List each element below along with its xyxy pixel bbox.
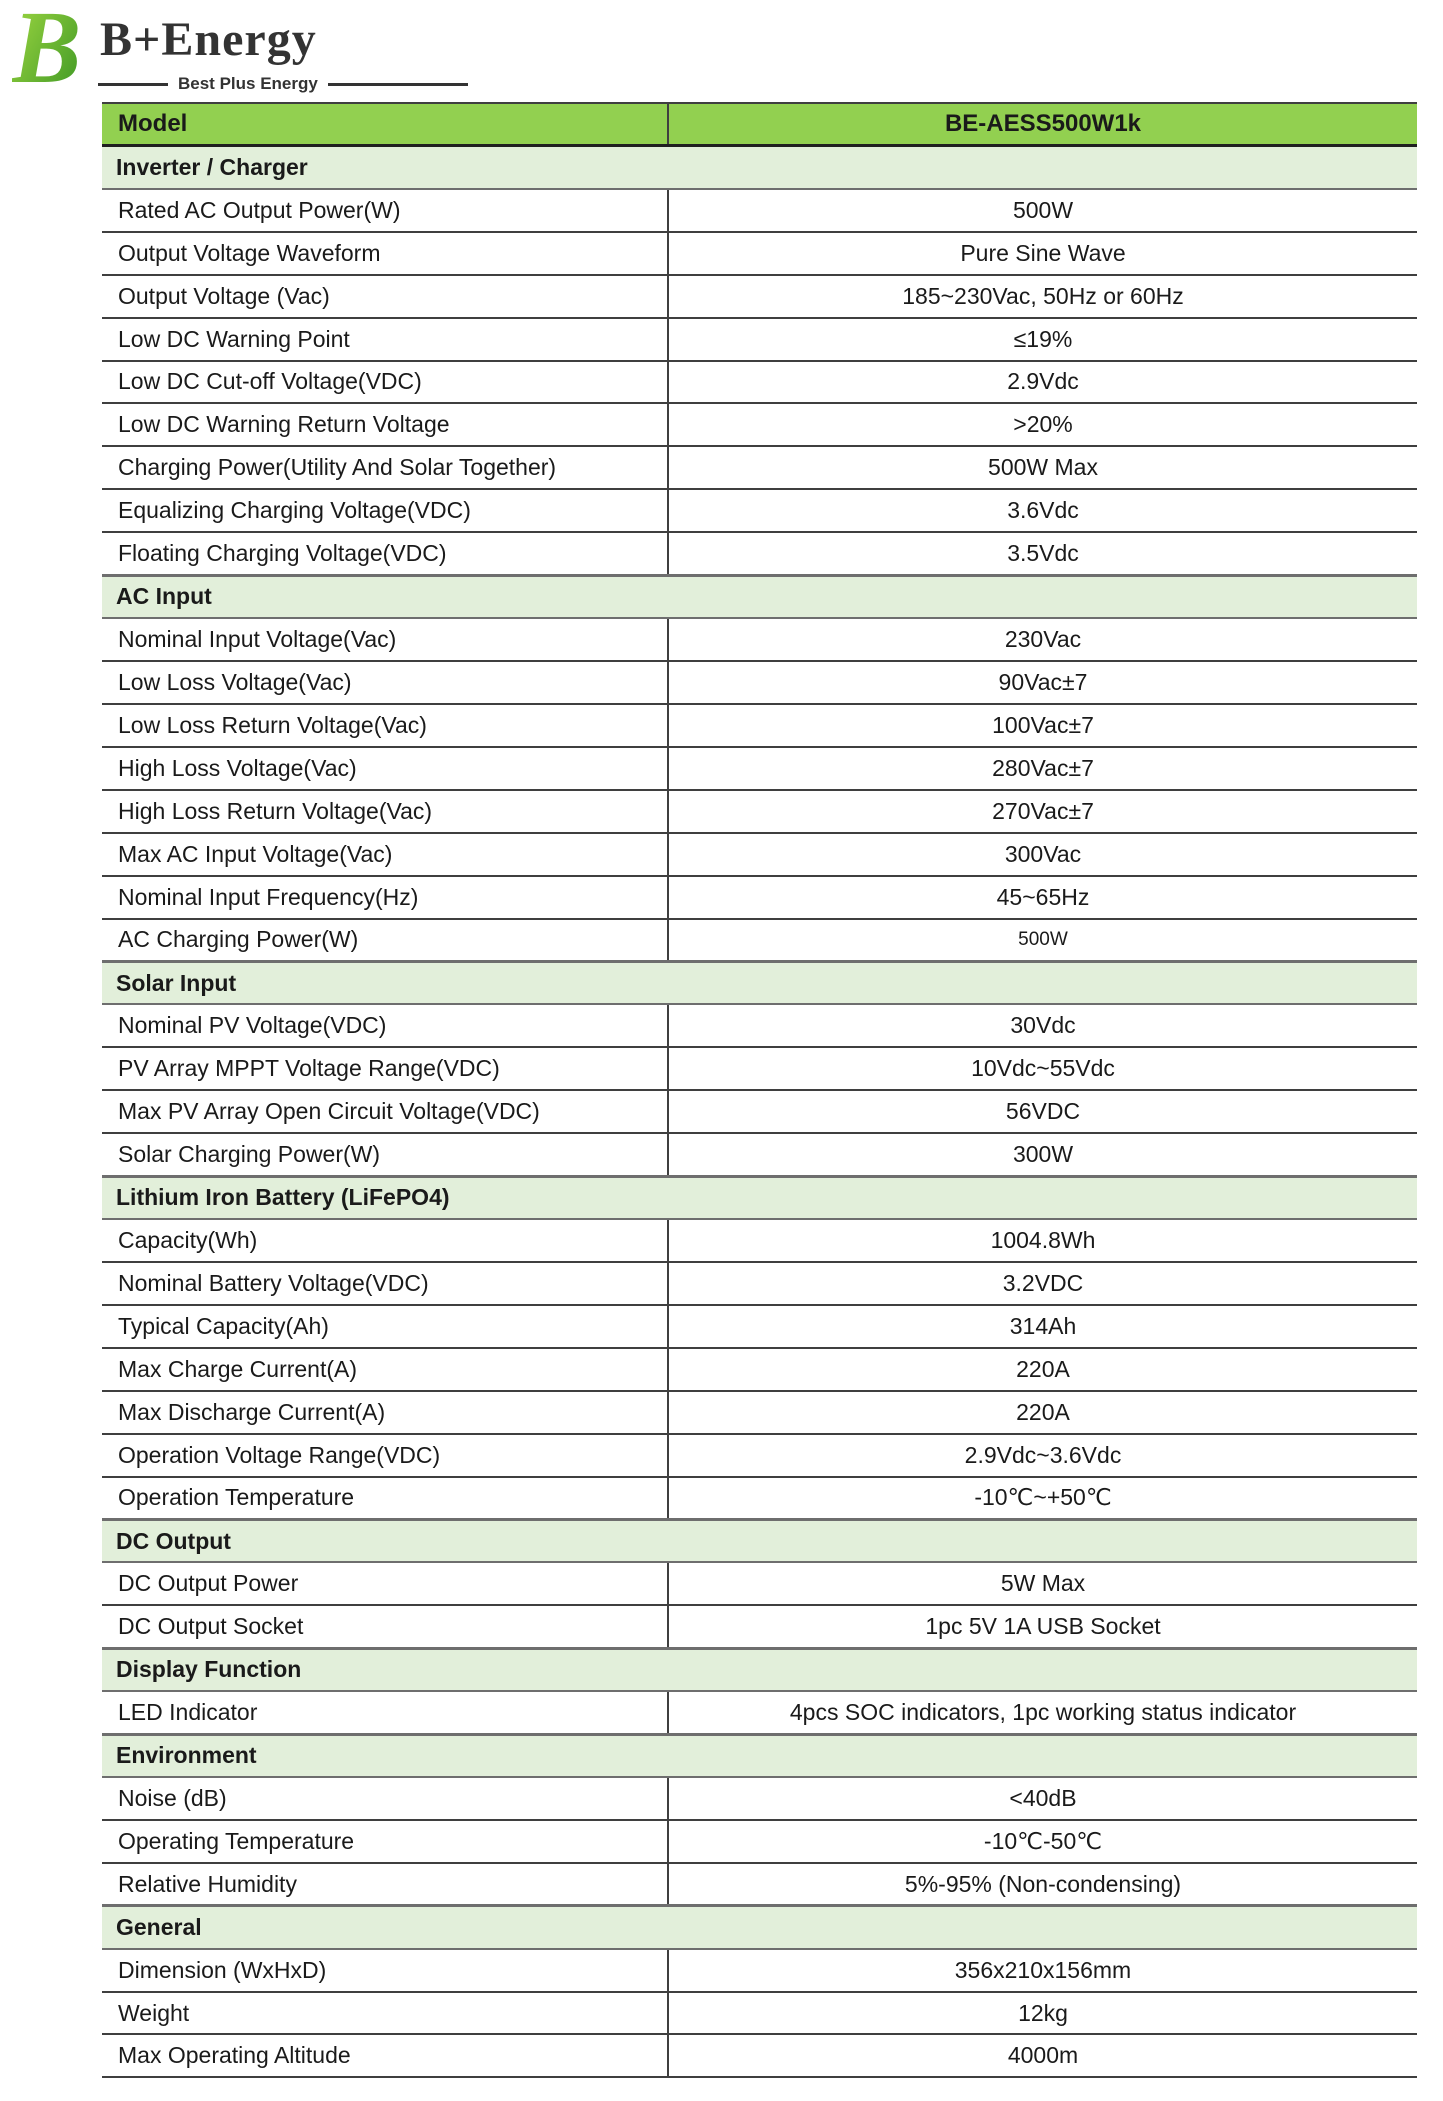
section-title: General bbox=[102, 1906, 1417, 1949]
spec-row bbox=[102, 232, 1417, 275]
spec-row bbox=[102, 1777, 1417, 1820]
spec-table-body bbox=[102, 146, 1417, 2077]
spec-label: High Loss Return Voltage(Vac) bbox=[102, 790, 668, 833]
spec-label: Max Discharge Current(A) bbox=[102, 1391, 668, 1434]
spec-row bbox=[102, 1434, 1417, 1477]
spec-value: 270Vac±7 bbox=[668, 790, 1417, 833]
spec-value: 56VDC bbox=[668, 1090, 1417, 1133]
spec-value: 90Vac±7 bbox=[668, 661, 1417, 704]
spec-label: Low DC Warning Return Voltage bbox=[102, 403, 668, 446]
spec-value: 230Vac bbox=[668, 618, 1417, 661]
spec-value: <40dB bbox=[668, 1777, 1417, 1820]
spec-value: 300W bbox=[668, 1133, 1417, 1176]
spec-value: 5W Max bbox=[668, 1562, 1417, 1605]
spec-label: Operation Temperature bbox=[102, 1477, 668, 1520]
spec-row bbox=[102, 661, 1417, 704]
brand-logo bbox=[12, 0, 452, 105]
spec-value: 300Vac bbox=[668, 833, 1417, 876]
spec-row bbox=[102, 1949, 1417, 1992]
spec-label: Output Voltage (Vac) bbox=[102, 275, 668, 318]
spec-label: Low Loss Return Voltage(Vac) bbox=[102, 704, 668, 747]
tagline-text: Best Plus Energy bbox=[178, 74, 318, 93]
spec-row bbox=[102, 1391, 1417, 1434]
spec-value: 100Vac±7 bbox=[668, 704, 1417, 747]
section-row bbox=[102, 1734, 1417, 1777]
spec-row bbox=[102, 876, 1417, 919]
spec-label: Weight bbox=[102, 1992, 668, 2035]
spec-row bbox=[102, 790, 1417, 833]
spec-value: 356x210x156mm bbox=[668, 1949, 1417, 1992]
spec-row bbox=[102, 1219, 1417, 1262]
spec-label: Max AC Input Voltage(Vac) bbox=[102, 833, 668, 876]
spec-row bbox=[102, 361, 1417, 404]
spec-label: Operating Temperature bbox=[102, 1820, 668, 1863]
spec-label: Noise (dB) bbox=[102, 1777, 668, 1820]
spec-row bbox=[102, 1047, 1417, 1090]
spec-row bbox=[102, 403, 1417, 446]
spec-row bbox=[102, 1090, 1417, 1133]
model-header-label: Model bbox=[102, 103, 668, 146]
spec-row bbox=[102, 1004, 1417, 1047]
spec-label: Low DC Cut-off Voltage(VDC) bbox=[102, 361, 668, 404]
spec-value: 2.9Vdc bbox=[668, 361, 1417, 404]
brand-tagline bbox=[98, 74, 468, 94]
spec-value: -10℃-50℃ bbox=[668, 1820, 1417, 1863]
spec-value: ≤19% bbox=[668, 318, 1417, 361]
spec-value: 12kg bbox=[668, 1992, 1417, 2035]
spec-row bbox=[102, 1992, 1417, 2035]
spec-value: 3.6Vdc bbox=[668, 489, 1417, 532]
spec-row bbox=[102, 704, 1417, 747]
spec-value: 30Vdc bbox=[668, 1004, 1417, 1047]
section-title: Environment bbox=[102, 1734, 1417, 1777]
spec-label: LED Indicator bbox=[102, 1691, 668, 1734]
spec-row bbox=[102, 1477, 1417, 1520]
spec-value: 3.5Vdc bbox=[668, 532, 1417, 575]
spec-row bbox=[102, 1133, 1417, 1176]
spec-value: 500W bbox=[668, 189, 1417, 232]
spec-label: Nominal Input Voltage(Vac) bbox=[102, 618, 668, 661]
tagline-rule-left bbox=[98, 83, 168, 86]
section-row bbox=[102, 1906, 1417, 1949]
section-row bbox=[102, 1176, 1417, 1219]
spec-value: 10Vdc~55Vdc bbox=[668, 1047, 1417, 1090]
section-title: AC Input bbox=[102, 575, 1417, 618]
spec-value: 3.2VDC bbox=[668, 1262, 1417, 1305]
spec-row bbox=[102, 1348, 1417, 1391]
spec-row bbox=[102, 532, 1417, 575]
spec-label: AC Charging Power(W) bbox=[102, 919, 668, 962]
spec-label: Output Voltage Waveform bbox=[102, 232, 668, 275]
spec-row bbox=[102, 919, 1417, 962]
section-row bbox=[102, 146, 1417, 189]
tagline-rule-right bbox=[328, 83, 468, 86]
spec-row bbox=[102, 1863, 1417, 1906]
spec-label: Floating Charging Voltage(VDC) bbox=[102, 532, 668, 575]
spec-value: 4000m bbox=[668, 2034, 1417, 2077]
spec-label: Solar Charging Power(W) bbox=[102, 1133, 668, 1176]
spec-row bbox=[102, 1262, 1417, 1305]
spec-row bbox=[102, 2034, 1417, 2077]
spec-label: Capacity(Wh) bbox=[102, 1219, 668, 1262]
spec-label: Low DC Warning Point bbox=[102, 318, 668, 361]
spec-label: Low Loss Voltage(Vac) bbox=[102, 661, 668, 704]
spec-label: Relative Humidity bbox=[102, 1863, 668, 1906]
spec-label: Operation Voltage Range(VDC) bbox=[102, 1434, 668, 1477]
spec-row bbox=[102, 747, 1417, 790]
spec-label: Nominal Battery Voltage(VDC) bbox=[102, 1262, 668, 1305]
spec-value: >20% bbox=[668, 403, 1417, 446]
brand-name: B+Energy bbox=[100, 13, 317, 66]
spec-label: Charging Power(Utility And Solar Together) bbox=[102, 446, 668, 489]
spec-value: 500W bbox=[668, 919, 1417, 962]
spec-row bbox=[102, 833, 1417, 876]
spec-label: DC Output Power bbox=[102, 1562, 668, 1605]
spec-label: Max Operating Altitude bbox=[102, 2034, 668, 2077]
section-title: Lithium Iron Battery (LiFePO4) bbox=[102, 1176, 1417, 1219]
spec-label: Nominal PV Voltage(VDC) bbox=[102, 1004, 668, 1047]
logo-monogram-icon: B bbox=[12, 0, 81, 100]
spec-row bbox=[102, 618, 1417, 661]
spec-row bbox=[102, 1562, 1417, 1605]
spec-label: PV Array MPPT Voltage Range(VDC) bbox=[102, 1047, 668, 1090]
spec-row bbox=[102, 1820, 1417, 1863]
spec-label: Max PV Array Open Circuit Voltage(VDC) bbox=[102, 1090, 668, 1133]
spec-value: 45~65Hz bbox=[668, 876, 1417, 919]
spec-value: 5%-95% (Non-condensing) bbox=[668, 1863, 1417, 1906]
spec-row bbox=[102, 1691, 1417, 1734]
spec-label: Max Charge Current(A) bbox=[102, 1348, 668, 1391]
spec-value: 500W Max bbox=[668, 446, 1417, 489]
spec-value: 314Ah bbox=[668, 1305, 1417, 1348]
section-title: Solar Input bbox=[102, 961, 1417, 1004]
spec-table bbox=[102, 102, 1417, 2078]
spec-value: 4pcs SOC indicators, 1pc working status indicator bbox=[668, 1691, 1417, 1734]
spec-label: Nominal Input Frequency(Hz) bbox=[102, 876, 668, 919]
spec-row bbox=[102, 318, 1417, 361]
spec-row bbox=[102, 1605, 1417, 1648]
spec-value: 185~230Vac, 50Hz or 60Hz bbox=[668, 275, 1417, 318]
spec-value: Pure Sine Wave bbox=[668, 232, 1417, 275]
spec-label: Rated AC Output Power(W) bbox=[102, 189, 668, 232]
spec-value: 1pc 5V 1A USB Socket bbox=[668, 1605, 1417, 1648]
section-row bbox=[102, 1519, 1417, 1562]
spec-label: Dimension (WxHxD) bbox=[102, 1949, 668, 1992]
spec-row bbox=[102, 446, 1417, 489]
spec-value: 2.9Vdc~3.6Vdc bbox=[668, 1434, 1417, 1477]
spec-label: High Loss Voltage(Vac) bbox=[102, 747, 668, 790]
section-title: Display Function bbox=[102, 1648, 1417, 1691]
model-header-value: BE-AESS500W1k bbox=[668, 103, 1417, 146]
spec-label: Typical Capacity(Ah) bbox=[102, 1305, 668, 1348]
spec-value: -10℃~+50℃ bbox=[668, 1477, 1417, 1520]
spec-label: Equalizing Charging Voltage(VDC) bbox=[102, 489, 668, 532]
section-row bbox=[102, 961, 1417, 1004]
spec-row bbox=[102, 189, 1417, 232]
model-header-row bbox=[102, 103, 1417, 146]
spec-row bbox=[102, 275, 1417, 318]
section-title: Inverter / Charger bbox=[102, 146, 1417, 189]
spec-label: DC Output Socket bbox=[102, 1605, 668, 1648]
spec-value: 280Vac±7 bbox=[668, 747, 1417, 790]
section-row bbox=[102, 1648, 1417, 1691]
spec-value: 220A bbox=[668, 1391, 1417, 1434]
spec-value: 220A bbox=[668, 1348, 1417, 1391]
spec-row bbox=[102, 489, 1417, 532]
spec-row bbox=[102, 1305, 1417, 1348]
section-row bbox=[102, 575, 1417, 618]
section-title: DC Output bbox=[102, 1519, 1417, 1562]
spec-value: 1004.8Wh bbox=[668, 1219, 1417, 1262]
